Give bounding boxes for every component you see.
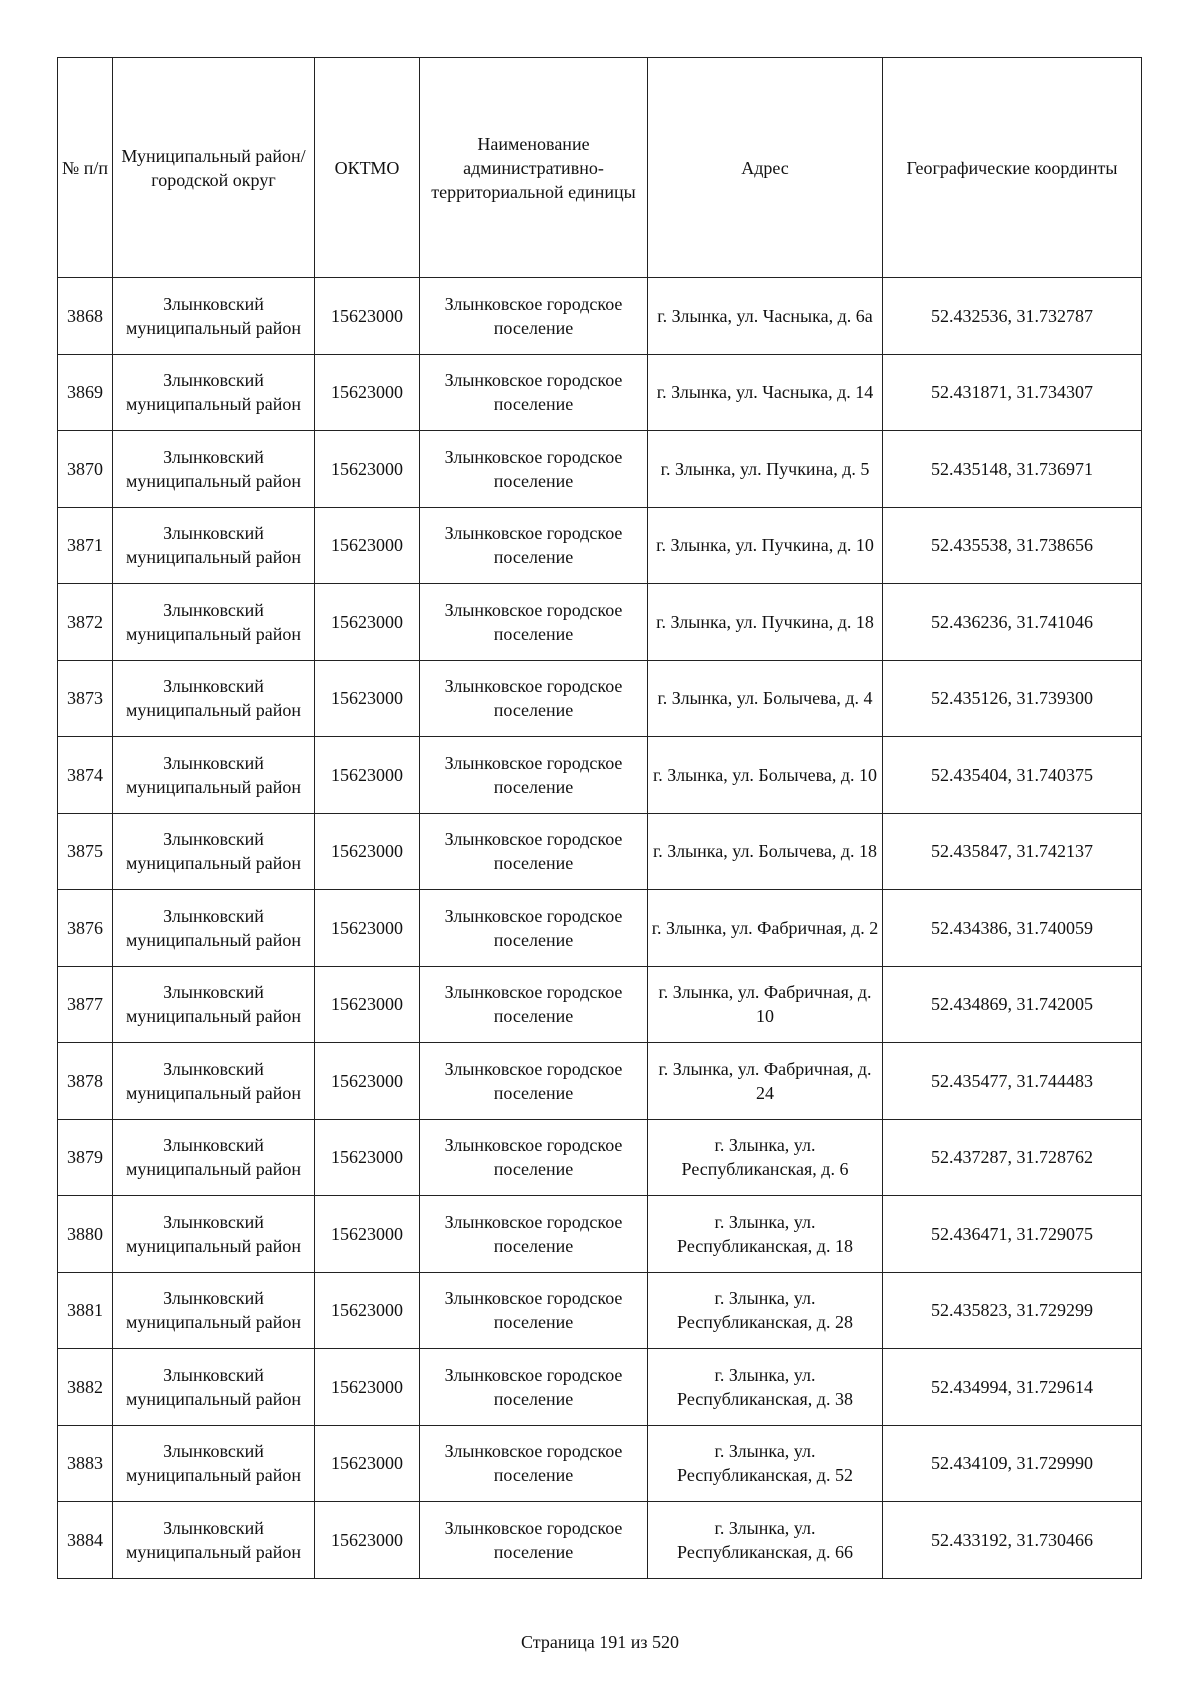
cell-address: г. Злынка, ул. Пучкина, д. 18 bbox=[648, 584, 883, 661]
cell-admin-unit: Злынковское городское поселение bbox=[420, 1196, 648, 1273]
cell-district: Злынковский муниципальный район bbox=[113, 431, 315, 508]
header-row bbox=[58, 58, 1142, 278]
cell-oktmo: 15623000 bbox=[315, 431, 420, 508]
table-row bbox=[58, 584, 1142, 661]
table-row bbox=[58, 660, 1142, 737]
cell-coordinates: 52.437287, 31.728762 bbox=[883, 1119, 1142, 1196]
cell-address: г. Злынка, ул. Часныка, д. 14 bbox=[648, 354, 883, 431]
cell-address: г. Злынка, ул. Республиканская, д. 52 bbox=[648, 1425, 883, 1502]
table-row bbox=[58, 1196, 1142, 1273]
cell-address: г. Злынка, ул. Болычева, д. 18 bbox=[648, 813, 883, 890]
cell-admin-unit: Злынковское городское поселение bbox=[420, 966, 648, 1043]
cell-coordinates: 52.435148, 31.736971 bbox=[883, 431, 1142, 508]
header-address: Адрес bbox=[648, 58, 883, 278]
cell-admin-unit: Злынковское городское поселение bbox=[420, 1272, 648, 1349]
cell-number: 3877 bbox=[58, 966, 113, 1043]
cell-coordinates: 52.436236, 31.741046 bbox=[883, 584, 1142, 661]
header-district: Муниципальный район/городской округ bbox=[113, 58, 315, 278]
cell-coordinates: 52.435823, 31.729299 bbox=[883, 1272, 1142, 1349]
cell-admin-unit: Злынковское городское поселение bbox=[420, 813, 648, 890]
cell-oktmo: 15623000 bbox=[315, 278, 420, 355]
cell-number: 3882 bbox=[58, 1349, 113, 1426]
table-row bbox=[58, 431, 1142, 508]
cell-district: Злынковский муниципальный район bbox=[113, 1502, 315, 1579]
cell-district: Злынковский муниципальный район bbox=[113, 660, 315, 737]
cell-address: г. Злынка, ул. Республиканская, д. 18 bbox=[648, 1196, 883, 1273]
cell-coordinates: 52.435404, 31.740375 bbox=[883, 737, 1142, 814]
cell-oktmo: 15623000 bbox=[315, 813, 420, 890]
cell-oktmo: 15623000 bbox=[315, 1043, 420, 1120]
cell-number: 3881 bbox=[58, 1272, 113, 1349]
table-row bbox=[58, 1119, 1142, 1196]
cell-oktmo: 15623000 bbox=[315, 1119, 420, 1196]
header-number: № п/п bbox=[58, 58, 113, 278]
cell-number: 3884 bbox=[58, 1502, 113, 1579]
cell-coordinates: 52.432536, 31.732787 bbox=[883, 278, 1142, 355]
cell-number: 3873 bbox=[58, 660, 113, 737]
cell-address: г. Злынка, ул. Республиканская, д. 66 bbox=[648, 1502, 883, 1579]
cell-oktmo: 15623000 bbox=[315, 890, 420, 967]
table-row bbox=[58, 1425, 1142, 1502]
table-row bbox=[58, 354, 1142, 431]
cell-coordinates: 52.434109, 31.729990 bbox=[883, 1425, 1142, 1502]
cell-district: Злынковский муниципальный район bbox=[113, 966, 315, 1043]
cell-coordinates: 52.434869, 31.742005 bbox=[883, 966, 1142, 1043]
cell-admin-unit: Злынковское городское поселение bbox=[420, 507, 648, 584]
cell-admin-unit: Злынковское городское поселение bbox=[420, 1502, 648, 1579]
table-row bbox=[58, 1272, 1142, 1349]
cell-admin-unit: Злынковское городское поселение bbox=[420, 1043, 648, 1120]
cell-admin-unit: Злынковское городское поселение bbox=[420, 1425, 648, 1502]
cell-admin-unit: Злынковское городское поселение bbox=[420, 278, 648, 355]
cell-address: г. Злынка, ул. Фабричная, д. 2 bbox=[648, 890, 883, 967]
cell-district: Злынковский муниципальный район bbox=[113, 1196, 315, 1273]
registry-table bbox=[57, 57, 1142, 1579]
cell-admin-unit: Злынковское городское поселение bbox=[420, 660, 648, 737]
cell-number: 3869 bbox=[58, 354, 113, 431]
cell-number: 3872 bbox=[58, 584, 113, 661]
cell-coordinates: 52.434994, 31.729614 bbox=[883, 1349, 1142, 1426]
cell-oktmo: 15623000 bbox=[315, 660, 420, 737]
cell-admin-unit: Злынковское городское поселение bbox=[420, 584, 648, 661]
cell-oktmo: 15623000 bbox=[315, 1272, 420, 1349]
cell-oktmo: 15623000 bbox=[315, 737, 420, 814]
table-header bbox=[58, 58, 1142, 278]
cell-district: Злынковский муниципальный район bbox=[113, 1043, 315, 1120]
cell-district: Злынковский муниципальный район bbox=[113, 278, 315, 355]
cell-oktmo: 15623000 bbox=[315, 1425, 420, 1502]
cell-coordinates: 52.435126, 31.739300 bbox=[883, 660, 1142, 737]
cell-number: 3875 bbox=[58, 813, 113, 890]
table-row bbox=[58, 737, 1142, 814]
cell-address: г. Злынка, ул. Фабричная, д. 10 bbox=[648, 966, 883, 1043]
cell-address: г. Злынка, ул. Республиканская, д. 28 bbox=[648, 1272, 883, 1349]
cell-coordinates: 52.433192, 31.730466 bbox=[883, 1502, 1142, 1579]
cell-admin-unit: Злынковское городское поселение bbox=[420, 1349, 648, 1426]
cell-district: Злынковский муниципальный район bbox=[113, 1349, 315, 1426]
cell-oktmo: 15623000 bbox=[315, 507, 420, 584]
cell-address: г. Злынка, ул. Болычева, д. 4 bbox=[648, 660, 883, 737]
cell-admin-unit: Злынковское городское поселение bbox=[420, 431, 648, 508]
cell-address: г. Злынка, ул. Часныка, д. 6а bbox=[648, 278, 883, 355]
cell-address: г. Злынка, ул. Фабричная, д. 24 bbox=[648, 1043, 883, 1120]
table-row bbox=[58, 890, 1142, 967]
table-row bbox=[58, 507, 1142, 584]
cell-number: 3871 bbox=[58, 507, 113, 584]
cell-address: г. Злынка, ул. Пучкина, д. 10 bbox=[648, 507, 883, 584]
cell-admin-unit: Злынковское городское поселение bbox=[420, 890, 648, 967]
cell-oktmo: 15623000 bbox=[315, 354, 420, 431]
cell-number: 3878 bbox=[58, 1043, 113, 1120]
cell-district: Злынковский муниципальный район bbox=[113, 813, 315, 890]
cell-district: Злынковский муниципальный район bbox=[113, 737, 315, 814]
table-row bbox=[58, 966, 1142, 1043]
cell-number: 3870 bbox=[58, 431, 113, 508]
cell-number: 3883 bbox=[58, 1425, 113, 1502]
cell-address: г. Злынка, ул. Болычева, д. 10 bbox=[648, 737, 883, 814]
cell-coordinates: 52.435847, 31.742137 bbox=[883, 813, 1142, 890]
cell-admin-unit: Злынковское городское поселение bbox=[420, 354, 648, 431]
cell-district: Злынковский муниципальный район bbox=[113, 890, 315, 967]
cell-admin-unit: Злынковское городское поселение bbox=[420, 1119, 648, 1196]
cell-address: г. Злынка, ул. Республиканская, д. 38 bbox=[648, 1349, 883, 1426]
cell-oktmo: 15623000 bbox=[315, 966, 420, 1043]
header-admin-unit: Наименование административно-территориальной единицы bbox=[420, 58, 648, 278]
cell-coordinates: 52.434386, 31.740059 bbox=[883, 890, 1142, 967]
table-row bbox=[58, 1502, 1142, 1579]
cell-oktmo: 15623000 bbox=[315, 1196, 420, 1273]
cell-coordinates: 52.436471, 31.729075 bbox=[883, 1196, 1142, 1273]
cell-admin-unit: Злынковское городское поселение bbox=[420, 737, 648, 814]
cell-number: 3880 bbox=[58, 1196, 113, 1273]
cell-coordinates: 52.435477, 31.744483 bbox=[883, 1043, 1142, 1120]
cell-district: Злынковский муниципальный район bbox=[113, 1119, 315, 1196]
cell-coordinates: 52.435538, 31.738656 bbox=[883, 507, 1142, 584]
cell-coordinates: 52.431871, 31.734307 bbox=[883, 354, 1142, 431]
header-coordinates: Географические координты bbox=[883, 58, 1142, 278]
header-oktmo: ОКТМО bbox=[315, 58, 420, 278]
cell-number: 3874 bbox=[58, 737, 113, 814]
page-footer: Страница 191 из 520 bbox=[521, 1632, 679, 1652]
table-body bbox=[58, 278, 1142, 1579]
cell-district: Злынковский муниципальный район bbox=[113, 1272, 315, 1349]
cell-number: 3879 bbox=[58, 1119, 113, 1196]
table-row bbox=[58, 278, 1142, 355]
cell-address: г. Злынка, ул. Пучкина, д. 5 bbox=[648, 431, 883, 508]
cell-district: Злынковский муниципальный район bbox=[113, 584, 315, 661]
cell-district: Злынковский муниципальный район bbox=[113, 354, 315, 431]
cell-oktmo: 15623000 bbox=[315, 1349, 420, 1426]
table-row bbox=[58, 1349, 1142, 1426]
cell-number: 3868 bbox=[58, 278, 113, 355]
cell-district: Злынковский муниципальный район bbox=[113, 507, 315, 584]
cell-address: г. Злынка, ул. Республиканская, д. 6 bbox=[648, 1119, 883, 1196]
cell-number: 3876 bbox=[58, 890, 113, 967]
table-row bbox=[58, 1043, 1142, 1120]
cell-district: Злынковский муниципальный район bbox=[113, 1425, 315, 1502]
table-row bbox=[58, 813, 1142, 890]
cell-oktmo: 15623000 bbox=[315, 1502, 420, 1579]
cell-oktmo: 15623000 bbox=[315, 584, 420, 661]
